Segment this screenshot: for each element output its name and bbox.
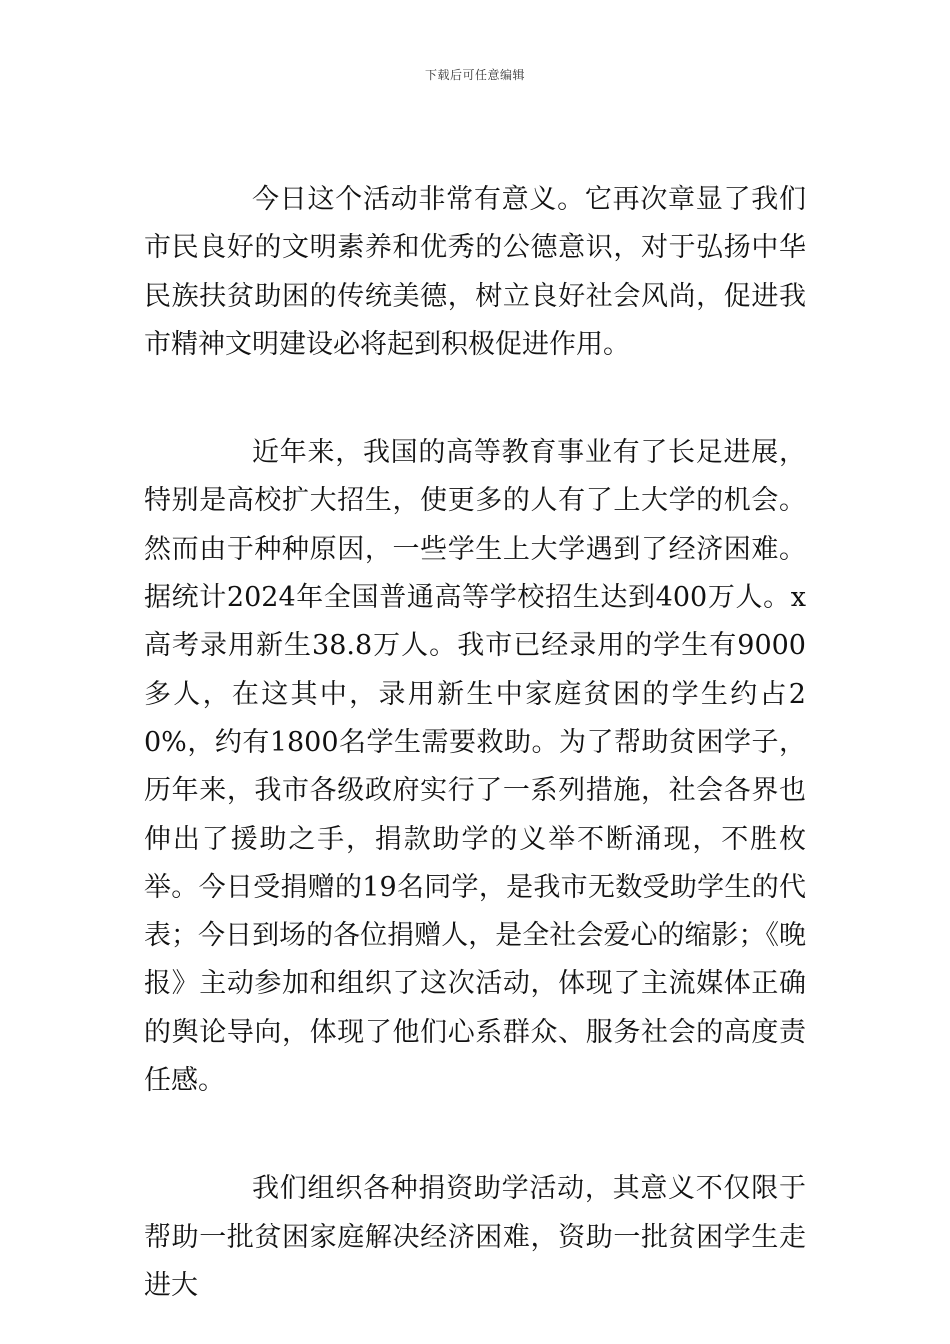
paragraph-2: 近年来，我国的高等教育事业有了长足进展，特别是高校扩大招生，使更多的人有了上大学的机会。然而由于种种原因，一些学生上大学遇到了经济困难。据统计2024年全国普通高等学校招生达到400万人。x高考录用新生38.8万人。我市已经录用的学生有9000多人，在这其中，录用新生中家庭贫困的学生约占20%，约有1800名学生需要救助。为了帮助贫困学子，历年来，我市各级政府实行了一系列措施，社会各界也伸出了援助之手，捐款助学的义举不断涌现，不胜枚举。今日受捐赠的19名同学，是我市无数受助学生的代表；今日到场的各位捐赠人，是全社会爱心的缩影；《晚报》主动参加和组织了这次活动，体现了主流媒体正确的舆论导向，体现了他们心系群众、服务社会的高度责任感。 [144, 437, 806, 1097]
paragraph-1: 今日这个活动非常有意义。它再次章显了我们市民良好的文明素养和优秀的公德意识，对于弘扬中华民族扶贫助困的传统美德，树立良好社会风尚，促进我市精神文明建设必将起到积极促进作用。 [144, 184, 806, 360]
header-note: 下载后可任意编辑 [424, 68, 525, 82]
document-body [144, 176, 806, 1310]
paragraph-3: 我们组织各种捐资助学活动，其意义不仅限于帮助一批贫困家庭解决经济困难，资助一批贫困学生走进大 [144, 1173, 806, 1301]
